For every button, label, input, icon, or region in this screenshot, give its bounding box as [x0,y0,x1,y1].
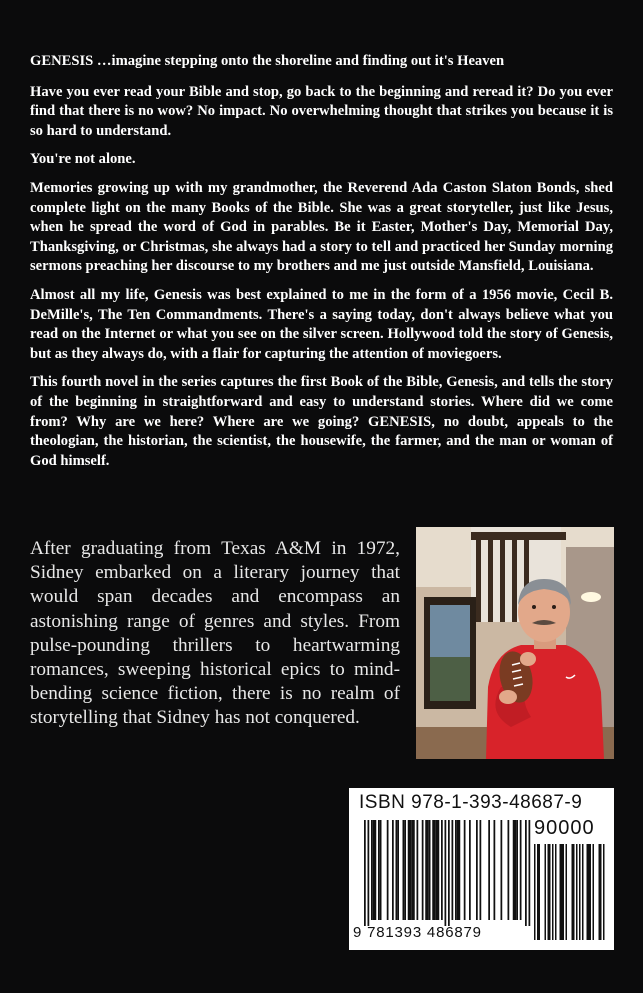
addon-bar [593,844,595,940]
barcode-bar [422,820,424,920]
barcode-bar [378,820,380,920]
isbn-barcode [349,788,614,950]
blurb-paragraph: Memories growing up with my grandmother, the Reverend Ada Caston Slaton Bonds, shed complete light on the many Books of the Bible. She was a great storyteller, just like Jesus, when he spread the word of God in parables. Be it Easter, Mother's Day, Memorial Day, Thanksgiving, or Christmas, she always had a story to tell and practiced her Sunday morning sermons preaching her discourse to my brothers and me just outside Mansfield, Louisiana. [30,179,613,275]
barcode-bar [459,820,461,920]
addon-bar [539,844,541,940]
addon-bar [545,844,547,940]
blurb-tagline: GENESIS …imagine stepping onto the shoreline and finding out it's Heaven [30,53,505,69]
barcode-bar [515,820,517,920]
barcode-bar [427,820,429,920]
blurb-paragraph: You're not alone. [30,151,136,168]
barcode-bar [429,820,431,920]
author-photo [416,527,614,759]
blurb-paragraph: Have you ever read your Bible and stop, go back to the beginning and reread it? Do you ever find that there is no wow? No impact. No overwhelming thought that strikes you because it is so hard to understand. [30,83,613,139]
barcode-bar [520,820,522,920]
barcode-bar [432,820,434,920]
addon-bar [588,844,590,940]
barcode-bar [508,820,510,920]
barcode-bar [488,820,490,920]
addon-bar [599,844,601,940]
barcode-bar [375,820,377,920]
barcode-bar [373,820,375,920]
barcode-bar [469,820,471,920]
barcode-bar [448,820,450,926]
blurb-paragraph: This fourth novel in the series captures the first Book of the Bible, Genesis, and tells the story of the beginning in straightforward and easy to understand stories. Where did we come from? Why are we here? Where are we going? GENESIS, no doubt, appeals to the theologian, the historian, the scientist, the housewife, the farmer, and the man or woman of God himself. [30,374,613,469]
barcode-bar [425,820,427,920]
barcode-bar [516,820,518,920]
barcode-bar [501,820,503,920]
barcode-bar [494,820,496,920]
addon-bar [552,844,554,940]
addon-bar [579,844,581,940]
barcode-bar [371,820,373,920]
addon-bar [534,844,536,940]
barcode-bar [396,820,398,920]
addon-bar [590,844,592,940]
price-code: 90000 [534,817,595,839]
author-bio: After graduating from Texas A&M in 1972, Sidney embarked on a literary journey that would span decades and encompass an astonishing range of genres and styles. From pulse-pounding thrillers to heartwarming romances, sweeping historical epics to mind-bending science fiction, there is no realm of storytelling that Sidney has not conquered. [30,538,400,729]
barcode-bar [392,820,394,920]
addon-bar [600,844,602,940]
barcode-bar [380,820,382,920]
barcode-bar [455,820,457,920]
barcode-bar [529,820,531,926]
addon-bar [582,844,584,940]
barcode-bar [364,820,366,926]
barcode-bar [434,820,436,920]
barcode-bar [457,820,459,920]
barcode-bar [445,820,447,926]
addon-bar [537,844,539,940]
barcode-bar [436,820,438,920]
addon-bar [572,844,574,940]
ean-digits: 9 781393 486879 [353,924,482,941]
addon-bar [576,844,578,940]
barcode-bar [452,820,454,920]
barcode-bar [403,820,405,920]
barcode-bar [411,820,413,920]
barcode-bar [404,820,406,920]
barcode-bar [368,820,370,926]
addon-bar [555,844,557,940]
blurb-paragraph: Almost all my life, Genesis was best explained to me in the form of a 1956 movie, Cecil B. DeMille's, The Ten Commandments. There's a saying today, don't always believe what you read on the Internet or what you see on the silver screen. Hollywood told the story of Genesis, but as they always do, with a flair for capturing the attention of moviegoers. [30,286,613,362]
addon-bar [603,844,605,940]
barcode-bar [441,820,443,920]
author-photo-illustration [416,527,614,759]
addon-bar [563,844,565,940]
addon-bar [549,844,551,940]
barcode-bar [413,820,415,920]
barcode-bar [397,820,399,920]
addon-bar [573,844,575,940]
isbn-label: ISBN 978-1-393-48687-9 [359,792,583,813]
barcode-bar [513,820,515,920]
barcode-bar [417,820,419,920]
addon-bar [566,844,568,940]
barcode-bar [410,820,412,920]
barcode-bar [387,820,389,920]
addon-bar [587,844,589,940]
barcode-bar [408,820,410,920]
blurb [30,52,613,480]
barcode-bar [480,820,482,920]
barcode-bar [438,820,440,920]
barcode-bar [525,820,527,926]
addon-bar [560,844,562,940]
addon-bar [561,844,563,940]
barcode-bar [464,820,466,920]
addon-bar [548,844,550,940]
barcode-bar [476,820,478,920]
